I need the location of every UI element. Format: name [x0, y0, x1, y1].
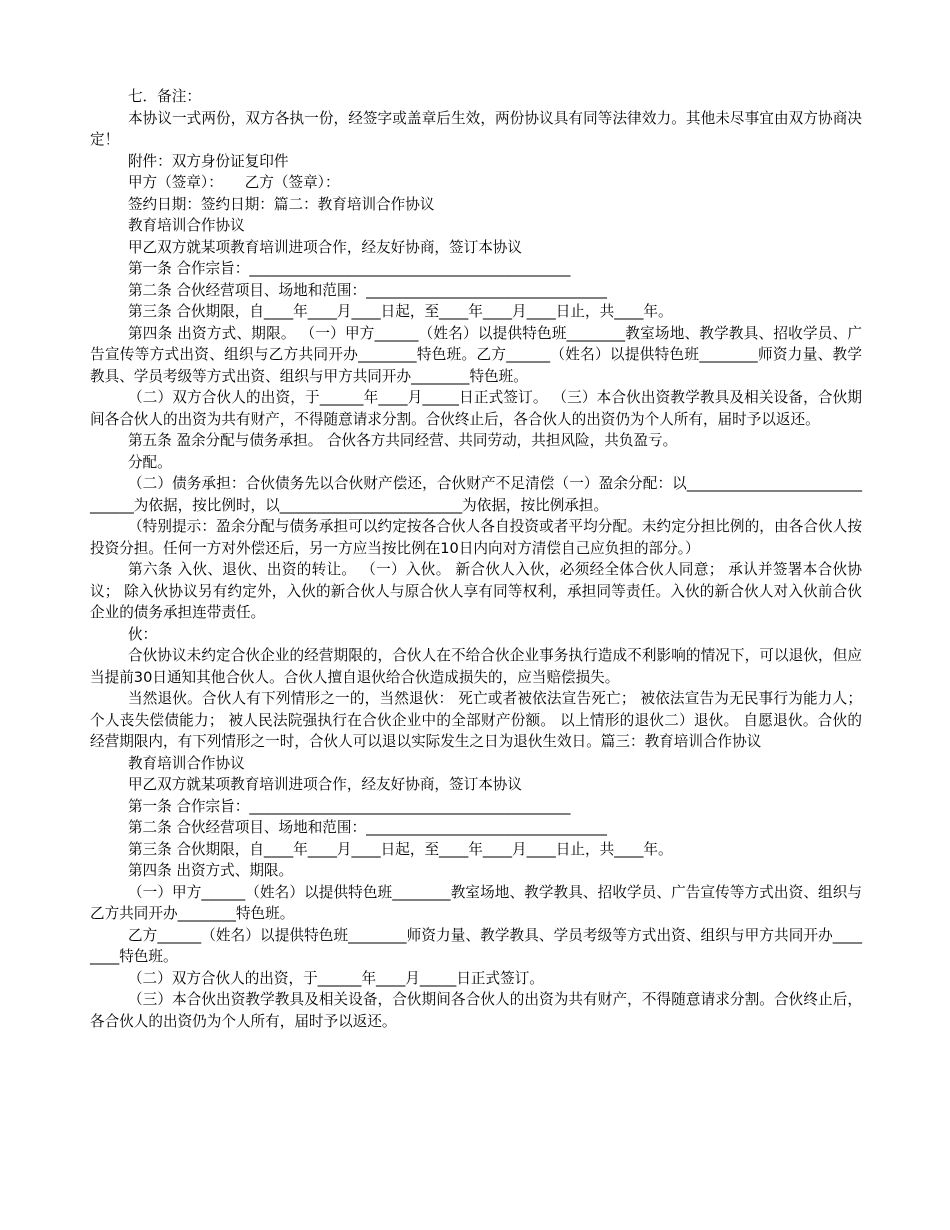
paragraph-agreement-copies: 本协议一式两份，双方各执一份，经签字或盖章后生效，两份协议具有同等法律效力。其他未尽事宜由双方协商决定！ [90, 109, 862, 148]
article-1: 第一条 合作宗旨：____________________________________________ [127, 260, 571, 277]
article-2: 第二条 合伙经营项目、场地和范围：_________________________________ [127, 281, 607, 299]
article-4-3-clause-2: （二）双方合伙人的出资，于______年____月_____日正式签订。 [127, 969, 544, 987]
paragraph-withdraw-label: 伙： [127, 625, 158, 643]
article-4-3: 第四条 出资方式、期限。 [127, 862, 294, 879]
paragraph-preamble-3: 甲乙双方就某项教育培训进项合作，经友好协商，签订本协议 [127, 776, 522, 793]
paragraph-special-note: （特别提示：盈余分配与债务承担可以约定按各合伙人各自投资或者平均分配。未约定分担比例的，由各合伙人按投资分担。任何一方对外偿还后，另一方应当按比例在10日内向对方清偿自己应负担的部分。） [90, 518, 862, 557]
paragraph-preamble: 甲乙双方就某项教育培训进项合作，经友好协商，签订本协议 [127, 238, 522, 256]
paragraph-signatures: 甲方（签章）： 乙方（签章）： [127, 174, 340, 191]
article-2-3: 第二条 合伙经营项目、场地和范围：_________________________________ [127, 819, 607, 836]
article-4-3-clause-3: （三）本合伙出资教学教具及相关设备，合伙期间各合伙人的出资为共有财产，不得随意请求分割。合伙终止后，各合伙人的出资仍为个人所有，届时予以返还。 [90, 991, 862, 1030]
article-3: 第三条 合伙期限，自____年____月____日起，至____年____月____日止，共____年。 [127, 303, 673, 320]
paragraph-debt: （二）债务承担：合伙债务先以合伙财产偿还，合伙财产不足清偿（一）盈余分配：以______________________________为依据，按比例时，以_________________________为依据，按比例承担。 [90, 475, 862, 514]
document-body [90, 86, 862, 1032]
article-3-3: 第三条 合伙期限，自____年____月____日起，至____年____月____日止，共____年。 [127, 840, 673, 858]
article-4-3-clause-1: （一）甲方______（姓名）以提供特色班________教室场地、教学教具、招收学员、广告宣传等方式出资、组织与乙方共同开办________特色班。 [90, 883, 862, 922]
agreement-title: 教育培训合作协议 [127, 217, 245, 234]
article-4: 第四条 出资方式、期限。 （一）甲方______（姓名）以提供特色班________教室场地、教学教具、招收学员、广告宣传等方式出资、组织与乙方共同开办________特色班。乙方______（姓名）以提供特色班________师资力量、教学教具、学员考级等方式出资、组织与甲方共同开办________特色班。 [90, 324, 862, 385]
article-1-3: 第一条 合作宗旨：____________________________________________ [127, 797, 571, 815]
article-4-3-party-b: 乙方______（姓名）以提供特色班________师资力量、教学教具、学员考级等方式出资、组织与甲方共同开办________特色班。 [90, 926, 862, 965]
paragraph-attachment: 附件：双方身份证复印件 [127, 152, 289, 170]
paragraph-sign-date: 签约日期：签约日期：篇二：教育培训合作协议 [127, 195, 435, 213]
agreement-title-3: 教育培训合作协议 [127, 754, 245, 772]
paragraph-automatic-withdraw: 当然退伙。合伙人有下列情形之一的，当然退伙： 死亡或者被依法宣告死亡； 被依法宣告为无民事行为能力人； 个人丧失偿债能力； 被人民法院强执行在合伙企业中的全部财产份额。 以上情形的退伙二）退伙。 自愿退伙。合伙的经营期限内，有下列情形之一时，合伙人可以退以实际发生之日为退伙生效日。篇三：教育培训合作协议 [90, 690, 862, 750]
paragraph-distribution: 分配。 [127, 453, 172, 471]
section-heading-remarks: 七．备注： [127, 88, 201, 105]
article-4-clause-2-3: （二）双方合伙人的出资，于______年____月_____日正式签订。 （三）本合伙出资教学教具及相关设备，合伙期间各合伙人的出资为共有财产，不得随意请求分割。合伙终止后，各合伙人的出资仍为个人所有，届时予以返还。 [90, 389, 862, 428]
article-6: 第六条 入伙、退伙、出资的转让。 （一）入伙。 新合伙人入伙，必须经全体合伙人同意； 承认并签署本合伙协议； 除入伙协议另有约定外，入伙的新合伙人与原合伙人享有同等权利，承担同等责任。入伙的新合伙人对入伙前合伙企业的债务承担连带责任。 [90, 561, 862, 621]
paragraph-withdraw-term: 合伙协议未约定合伙企业的经营期限的，合伙人在不给合伙企业事务执行造成不利影响的情况下，可以退伙，但应当提前30日通知其他合伙人。合伙人擅自退伙给合伙造成损失的，应当赔偿损失。 [90, 647, 862, 686]
article-5: 第五条 盈余分配与债务承担。 合伙各方共同经营、共同劳动，共担风险，共负盈亏。 [127, 432, 678, 449]
